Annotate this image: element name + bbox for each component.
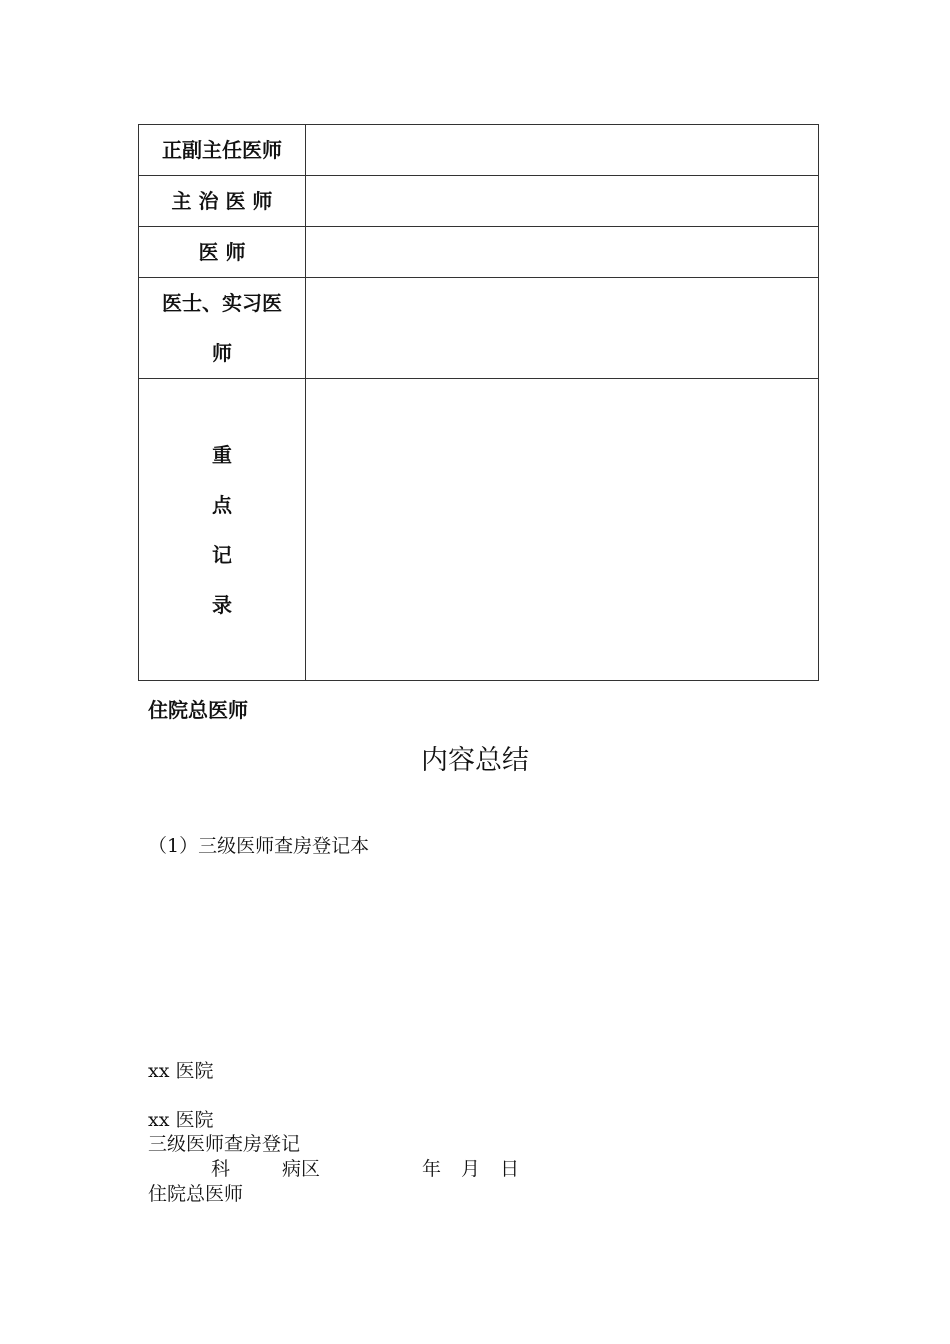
key-records-char: 录 bbox=[212, 592, 232, 617]
table-row bbox=[139, 227, 819, 278]
resident-chief-label: 住院总医师 bbox=[148, 698, 248, 722]
hospital-name: xx 医院 bbox=[148, 1109, 214, 1131]
key-records-char: 重 bbox=[212, 442, 232, 467]
intern-physician-label bbox=[139, 278, 306, 379]
chief-physician-field[interactable] bbox=[306, 125, 819, 176]
attending-physician-label: 主 治 医 师 bbox=[139, 176, 306, 227]
summary-item: （1）三级医师查房登记本 bbox=[148, 835, 370, 857]
table-row bbox=[139, 278, 819, 379]
table-row bbox=[139, 125, 819, 176]
month-unit: 月 bbox=[461, 1158, 481, 1180]
resident-chief-signature: 住院总医师 bbox=[148, 1183, 244, 1205]
intern-label-line1: 医士、实习医 bbox=[162, 291, 282, 315]
physician-label: 医 师 bbox=[139, 227, 306, 278]
key-records-char: 点 bbox=[212, 492, 232, 517]
attending-physician-field[interactable] bbox=[306, 176, 819, 227]
key-records-vertical-text bbox=[139, 430, 305, 630]
key-records-char: 记 bbox=[212, 542, 232, 567]
key-records-field[interactable] bbox=[306, 379, 819, 681]
key-records-label bbox=[139, 379, 306, 681]
ward-rounds-table bbox=[138, 124, 819, 681]
year-unit: 年 bbox=[422, 1158, 442, 1180]
department-unit: 科 bbox=[211, 1158, 231, 1180]
form-title: 三级医师查房登记 bbox=[148, 1133, 301, 1155]
ward-unit: 病区 bbox=[282, 1158, 321, 1180]
hospital-name: xx 医院 bbox=[148, 1060, 214, 1082]
table-row bbox=[139, 379, 819, 681]
physician-field[interactable] bbox=[306, 227, 819, 278]
intern-physician-field[interactable] bbox=[306, 278, 819, 379]
chief-physician-label: 正副主任医师 bbox=[139, 125, 306, 176]
day-unit: 日 bbox=[500, 1158, 520, 1180]
table-row bbox=[139, 176, 819, 227]
summary-title: 内容总结 bbox=[421, 745, 529, 776]
dept-date-line bbox=[148, 1154, 519, 1181]
intern-label-line2: 师 bbox=[212, 341, 232, 365]
